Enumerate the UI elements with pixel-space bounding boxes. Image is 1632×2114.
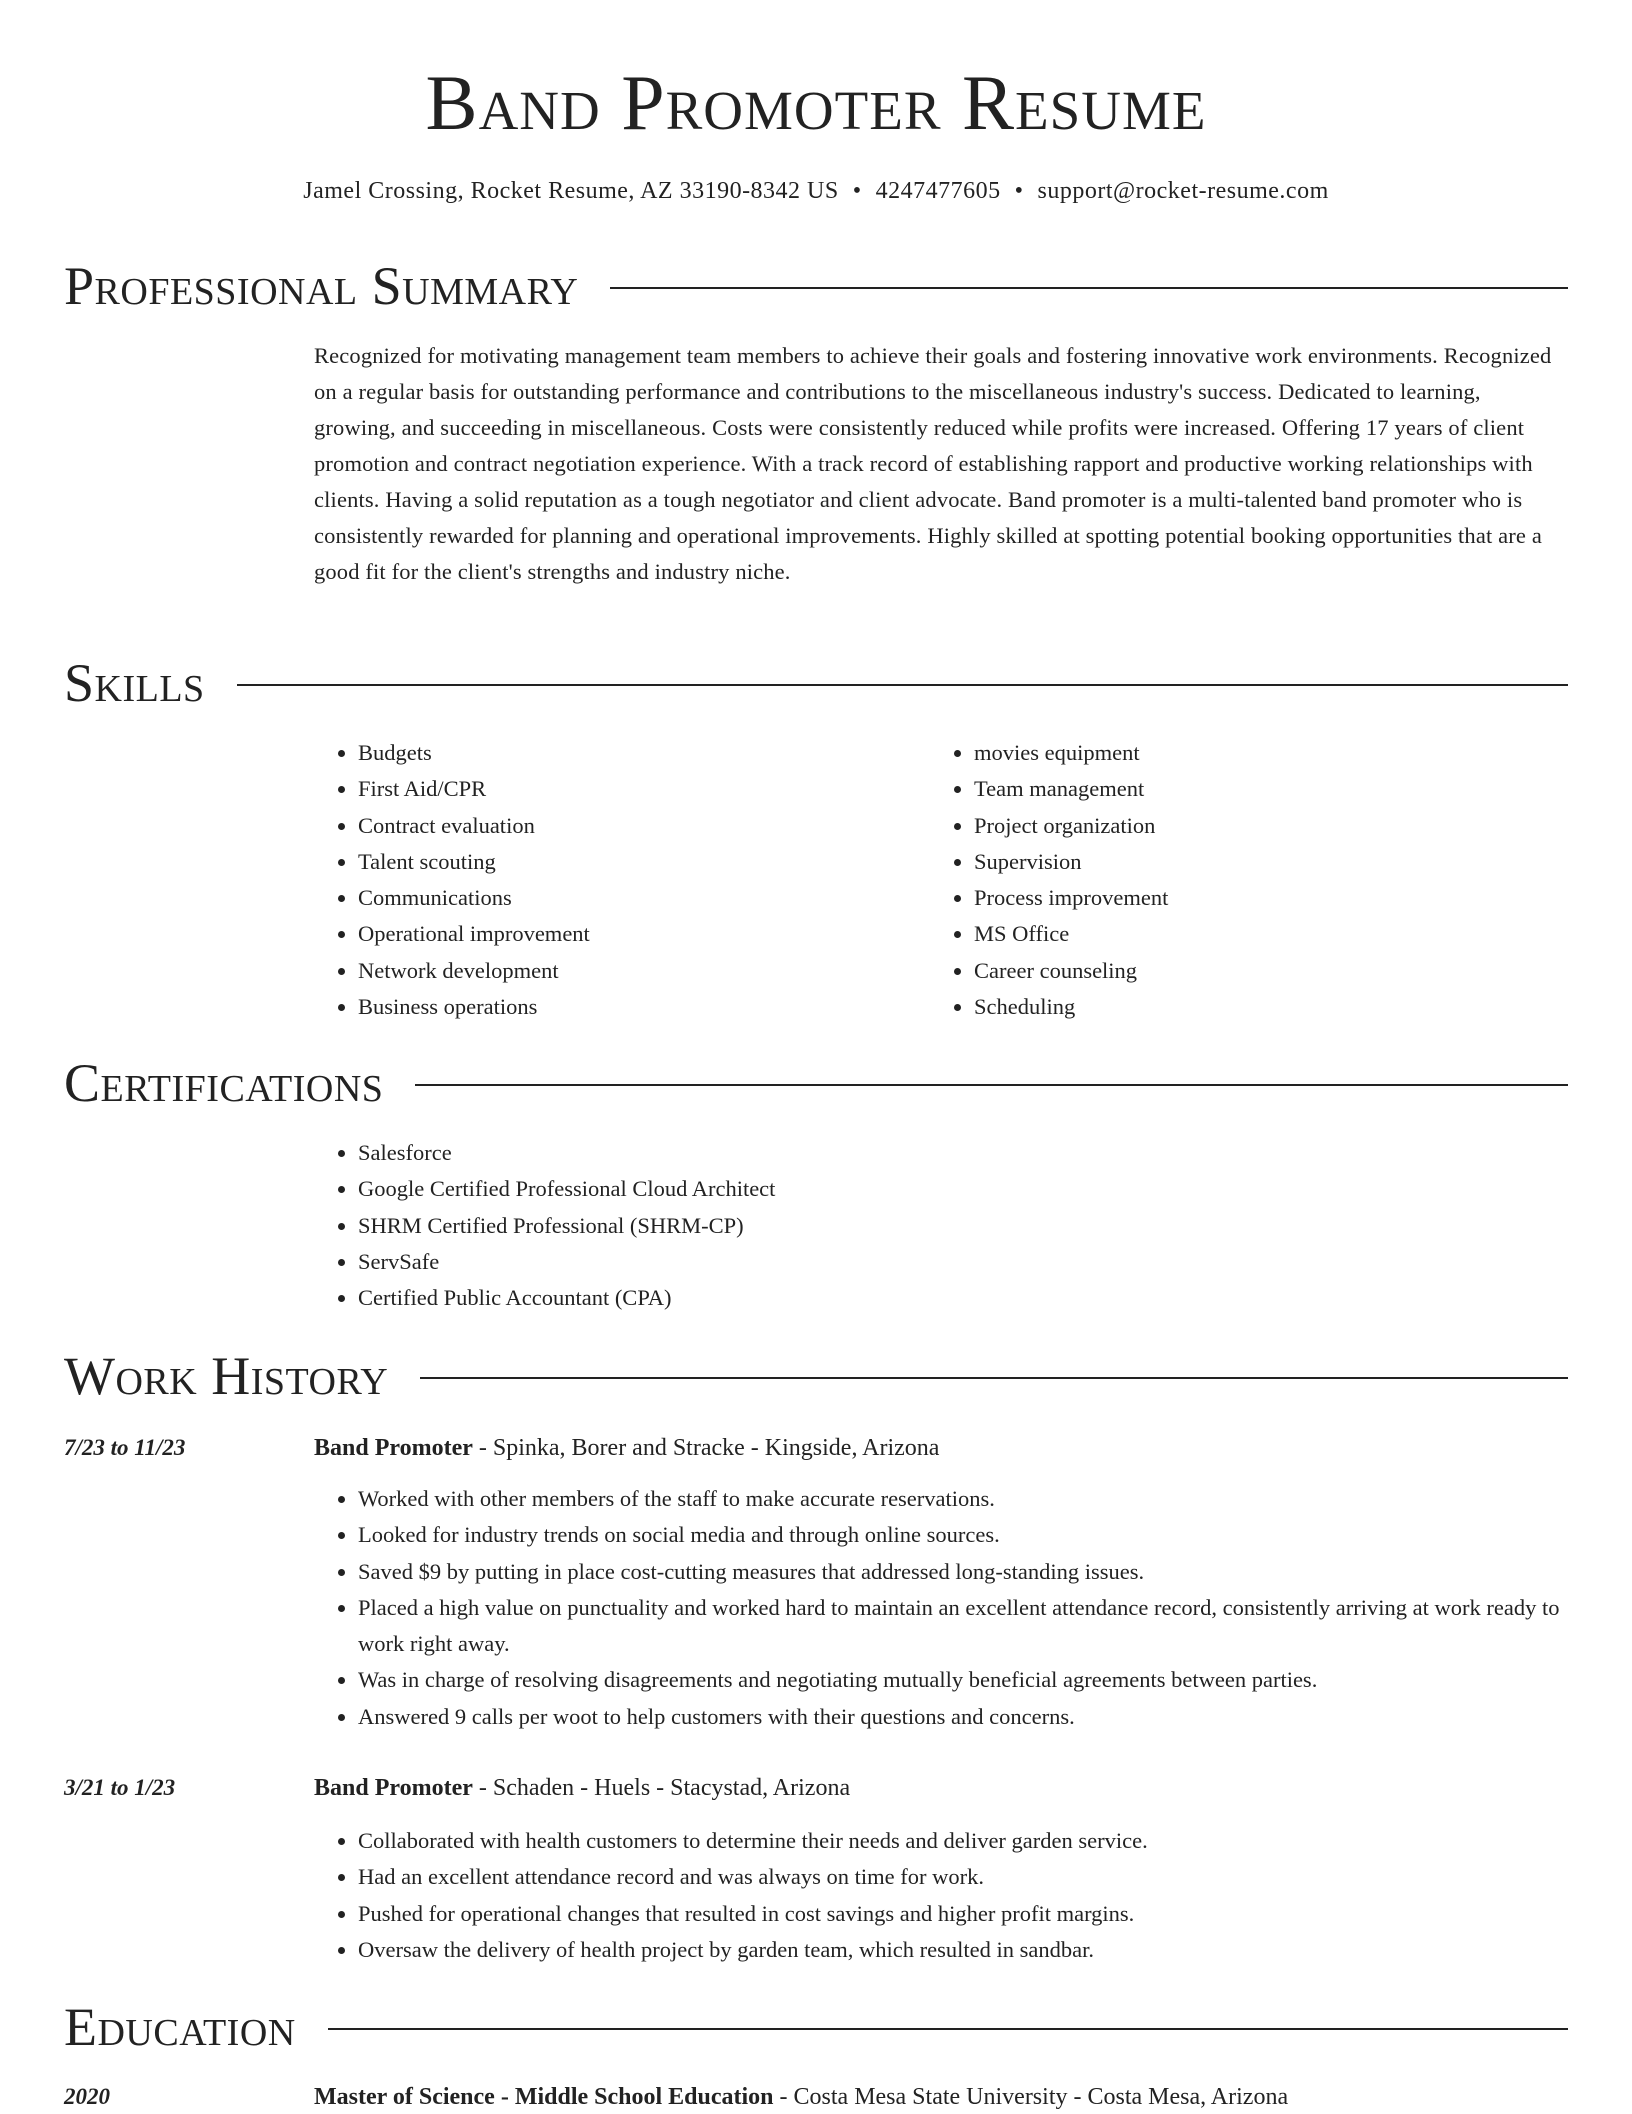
contact-phone: 4247477605 <box>875 178 1001 204</box>
skill-item: • Talent scouting <box>358 844 918 880</box>
skill-item: • Contract evaluation <box>358 808 918 844</box>
job-bullet: • Was in charge of resolving disagreements and negotiating mutually beneficial agreements between parties. <box>358 1662 1568 1698</box>
resume-title: Band Promoter Resume <box>425 59 1207 146</box>
education-degree: Master of Science - Middle School Education <box>314 2084 774 2110</box>
section-title-certifications: Certifications <box>64 1053 384 1113</box>
job-bullets <box>314 1823 1568 1968</box>
job-bullets <box>314 1481 1568 1735</box>
job-title: Band Promoter <box>314 1775 473 1801</box>
section-divider <box>420 1377 1568 1379</box>
certifications-list <box>314 1135 1558 1316</box>
skill-item: • movies equipment <box>974 735 1574 771</box>
contact-line <box>0 174 1632 208</box>
job-bullet: • Had an excellent attendance record and was always on time for work. <box>358 1859 1568 1895</box>
job-dates: 3/21 to 1/23 <box>64 1775 176 1800</box>
contact-email: support@rocket-resume.com <box>1037 178 1329 204</box>
certification-item: • Certified Public Accountant (CPA) <box>358 1280 1558 1316</box>
section-title-skills: Skills <box>64 653 205 713</box>
section-divider <box>610 287 1568 289</box>
section-header-education <box>64 1995 1568 2059</box>
skill-item: • Career counseling <box>974 953 1574 989</box>
job-bullet: • Looked for industry trends on social media and through online sources. <box>358 1517 1568 1553</box>
education-year: 2020 <box>64 2084 110 2109</box>
section-header-certifications <box>64 1051 1568 1115</box>
job-title: Band Promoter <box>314 1435 473 1461</box>
certification-item: • ServSafe <box>358 1244 1558 1280</box>
education-school: - Costa Mesa State University - Costa Mesa, Arizona <box>773 2084 1289 2110</box>
certification-item: • Google Certified Professional Cloud Architect <box>358 1171 1558 1207</box>
skill-item: • Supervision <box>974 844 1574 880</box>
skill-item: • MS Office <box>974 916 1574 952</box>
section-header-work-history <box>64 1344 1568 1408</box>
skill-item: • Team management <box>974 771 1574 807</box>
section-title-education: Education <box>64 1997 296 2057</box>
skill-item: • Operational improvement <box>358 916 918 952</box>
section-divider <box>328 2028 1568 2030</box>
job-bullet: • Answered 9 calls per woot to help customers with their questions and concerns. <box>358 1699 1568 1735</box>
certification-item: • Salesforce <box>358 1135 1558 1171</box>
job-dates: 7/23 to 11/23 <box>64 1435 186 1460</box>
skills-list-left <box>314 735 918 1025</box>
section-header-skills <box>64 651 1568 715</box>
job-heading <box>314 1771 1568 1805</box>
summary-text: Recognized for motivating management team members to achieve their goals and fostering innovative work environments. Recognized on a regular basis for outstanding performance and contributions to the miscellaneous industry's success. Dedicated to learning, growing, and succeeding in miscellaneous. Costs were consistently reduced while profits were increased. Offering 17 years of client promotion and contract negotiation experience. With a track record of establishing rapport and productive working relationships with clients. Having a solid reputation as a tough negotiator and client advocate. Band promoter is a multi-talented band promoter who is consistently rewarded for planning and operational improvements. Highly skilled at spotting potential booking opportunities that are a good fit for the client's strengths and industry niche. <box>314 343 1552 584</box>
skill-item: • Process improvement <box>974 880 1574 916</box>
job-bullet: • Worked with other members of the staff to make accurate reservations. <box>358 1481 1568 1517</box>
skill-item: • Communications <box>358 880 918 916</box>
skill-item: • First Aid/CPR <box>358 771 918 807</box>
job-heading <box>314 1431 1568 1465</box>
skill-item: • Scheduling <box>974 989 1574 1025</box>
skill-item: • Project organization <box>974 808 1574 844</box>
job-bullet: • Placed a high value on punctuality and worked hard to maintain an excellent attendance record, consistently arriving at work ready to work right away. <box>358 1590 1568 1663</box>
contact-separator: • <box>852 178 862 204</box>
job-bullet: • Saved $9 by putting in place cost-cutting measures that addressed long-standing issues. <box>358 1554 1568 1590</box>
job-bullet: • Collaborated with health customers to determine their needs and deliver garden service. <box>358 1823 1568 1859</box>
skill-item: • Budgets <box>358 735 918 771</box>
certification-item: • SHRM Certified Professional (SHRM-CP) <box>358 1208 1558 1244</box>
job-employer: - Spinka, Borer and Stracke - Kingside, Arizona <box>472 1435 940 1461</box>
section-title-work-history: Work History <box>64 1346 389 1406</box>
section-title-summary: Professional Summary <box>64 256 579 316</box>
skill-item: • Network development <box>358 953 918 989</box>
skill-item: • Business operations <box>358 989 918 1025</box>
section-divider <box>237 684 1568 686</box>
job-employer: - Schaden - Huels - Stacystad, Arizona <box>472 1775 851 1801</box>
section-divider <box>415 1084 1568 1086</box>
job-bullet: • Pushed for operational changes that resulted in cost savings and higher profit margins. <box>358 1896 1568 1932</box>
education-heading <box>314 2080 1568 2114</box>
skills-list-right <box>930 735 1574 1025</box>
contact-separator: • <box>1014 178 1024 204</box>
job-bullet: • Oversaw the delivery of health project by garden team, which resulted in sandbar. <box>358 1932 1568 1968</box>
contact-address: Jamel Crossing, Rocket Resume, AZ 33190-8342 US <box>303 178 839 204</box>
section-header-summary <box>64 254 1568 318</box>
